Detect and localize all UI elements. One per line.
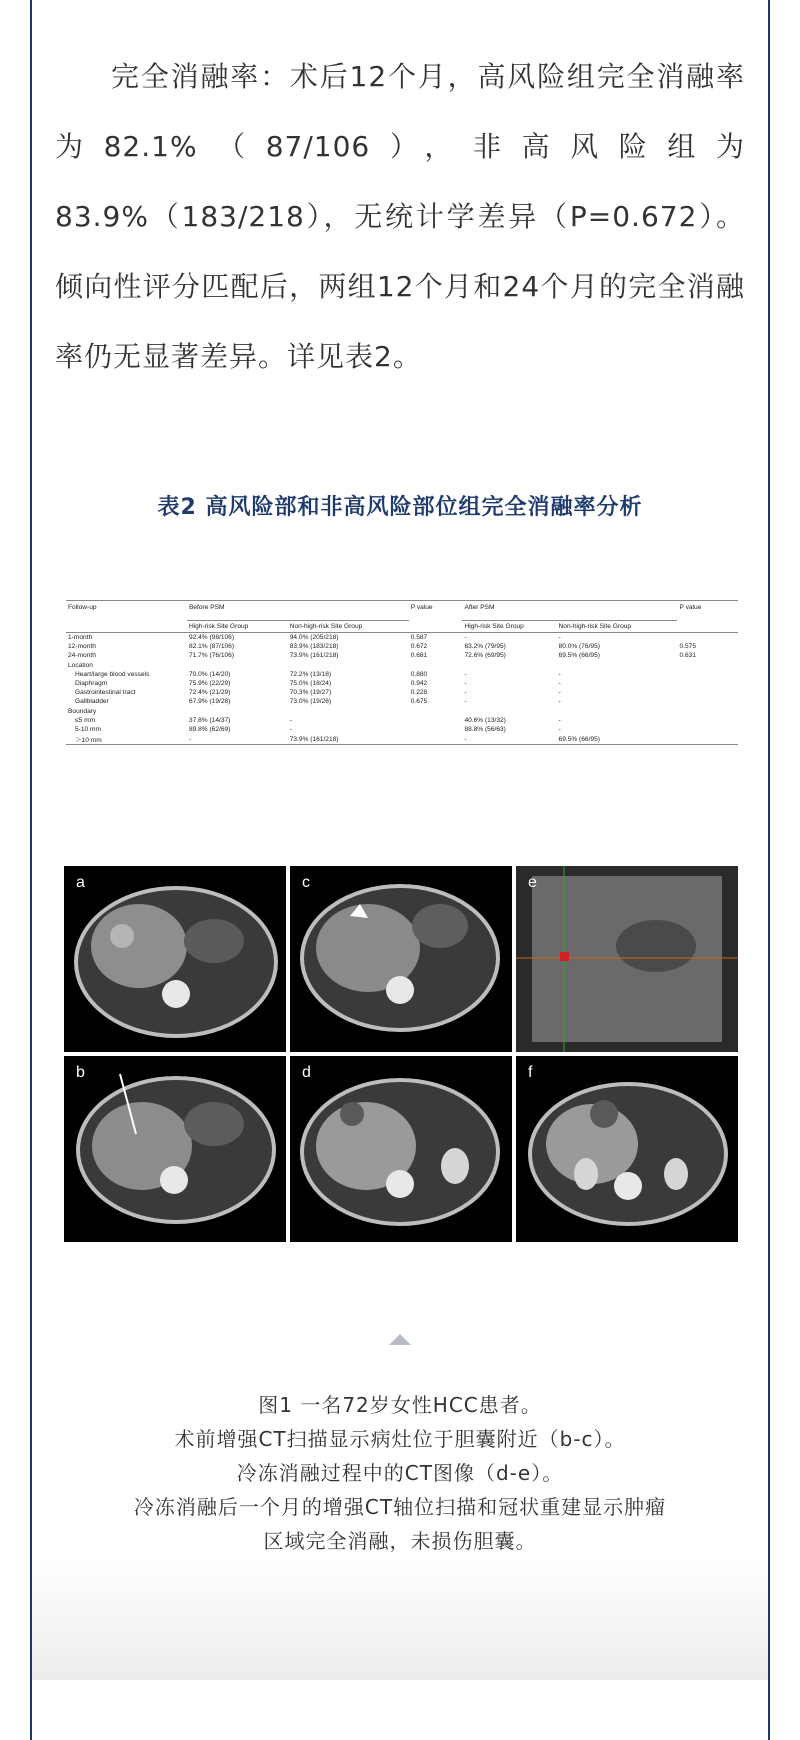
- table-cell: 73.0% (19/26): [289, 698, 332, 706]
- header-followup: Follow-up: [66, 601, 187, 621]
- table-cell: 40.6% (13/32): [464, 716, 506, 724]
- table-cell: -: [187, 734, 288, 745]
- table-cell: -: [558, 716, 561, 724]
- table-cell: 89.8% (62/69): [188, 725, 231, 733]
- table-cell: 67.9% (19/28): [188, 698, 231, 706]
- table-cell: 75.0% (18/24): [289, 680, 332, 688]
- table-cell: 72.2% (13/18): [289, 670, 332, 678]
- ct-scan-icon: [290, 866, 512, 1052]
- row-label: 5-10 mm: [75, 725, 102, 733]
- row-label: Gastrointestinal tract: [75, 689, 136, 697]
- row-label: 1-month: [68, 634, 93, 642]
- table-row: [66, 661, 738, 670]
- table-cell: -: [289, 716, 292, 724]
- row-label: Diaphragm: [75, 680, 108, 688]
- table-cell: [288, 707, 409, 716]
- table-cell: [187, 661, 288, 670]
- row-label: 24-month: [68, 652, 96, 660]
- table-cell: [677, 670, 738, 679]
- subheader-high: High-risk Site Group: [187, 621, 288, 633]
- ct-image-f: [516, 1056, 738, 1242]
- table-cell: 0.942: [410, 680, 428, 688]
- table-cell: [557, 707, 678, 716]
- table-cell: 83.9% (183/218): [289, 643, 339, 651]
- figure-label: c: [302, 874, 310, 891]
- ct-scan-icon: [516, 1056, 738, 1242]
- table-cell: [677, 707, 738, 716]
- header-p-value: P value: [409, 601, 463, 621]
- table-cell: -: [464, 689, 467, 697]
- caption-line: 冷冻消融过程中的CT图像（d-e）。: [236, 1461, 564, 1485]
- table-cell: [677, 661, 738, 670]
- table-cell: -: [558, 698, 561, 706]
- ct-image-c: [290, 866, 512, 1052]
- row-label: Gallbladder: [75, 698, 109, 706]
- table-row: [66, 670, 738, 679]
- row-label: 12-month: [68, 643, 96, 651]
- table-cell: 83.2% (79/95): [464, 643, 506, 651]
- table-row: [66, 633, 738, 643]
- subheader-high-2: High-risk Site Group: [462, 621, 556, 633]
- table-cell: [462, 661, 556, 670]
- figure-label: d: [302, 1064, 311, 1081]
- table-cell: 0.672: [410, 643, 428, 651]
- table-cell: [677, 679, 738, 688]
- table-cell: [409, 734, 463, 745]
- table-cell: 94.0% (205/218): [289, 634, 339, 642]
- table-title: 表2 高风险部和非高风险部位组完全消融率分析: [157, 495, 643, 520]
- table-cell: 69.5% (66/95): [557, 734, 678, 745]
- table-cell: 0.228: [410, 689, 428, 697]
- table-cell: 92.4% (98/106): [188, 634, 235, 642]
- table-cell: [462, 707, 556, 716]
- table-cell: 0.631: [679, 652, 696, 660]
- row-label: Boundary: [68, 707, 97, 715]
- table-cell: -: [558, 689, 561, 697]
- table-cell: 0.675: [410, 698, 428, 706]
- subheader-non-2: Non-high-risk Site Group: [557, 621, 678, 633]
- table-row: [66, 651, 738, 660]
- table-cell: [677, 716, 738, 725]
- table-cell: -: [464, 698, 467, 706]
- table-cell: -: [464, 634, 467, 642]
- caption-line: 术前增强CT扫描显示病灶位于胆囊附近（b-c）。: [174, 1427, 626, 1451]
- table-cell: 70.0% (14/20): [188, 670, 231, 678]
- table-cell: 73.9% (161/218): [289, 652, 339, 660]
- table-cell: [187, 707, 288, 716]
- table-cell: 80.0% (76/95): [558, 643, 600, 651]
- table-cell: [288, 661, 409, 670]
- row-label: ＞10 mm: [66, 734, 187, 745]
- table-cell: [677, 725, 738, 734]
- table-cell: [557, 661, 678, 670]
- table-cell: -: [464, 670, 467, 678]
- table-row: [66, 688, 738, 697]
- subheader-non: Non-high-risk Site Group: [288, 621, 409, 633]
- row-label: ≤5 mm: [75, 716, 96, 724]
- table-cell: -: [289, 725, 292, 733]
- table-cell: [677, 633, 738, 643]
- caption-line: 图1 一名72岁女性HCC患者。: [258, 1393, 542, 1417]
- table-cell: [409, 716, 463, 725]
- header-before-psm: Before PSM: [187, 601, 409, 621]
- table-cell: 0.575: [679, 643, 696, 651]
- table-cell: 70.3% (19/27): [289, 689, 332, 697]
- row-label: Heart/large blood vessels: [75, 670, 150, 678]
- table-row: [66, 707, 738, 716]
- table-row: [66, 697, 738, 706]
- table-cell: 75.9% (22/29): [188, 680, 231, 688]
- table-cell: [409, 661, 463, 670]
- header-after-psm: After PSM: [462, 601, 677, 621]
- table-subheader-row: [66, 621, 738, 633]
- figure-label: b: [76, 1064, 85, 1081]
- caption-line: 区域完全消融，未损伤胆囊。: [263, 1529, 537, 1553]
- row-label: Location: [68, 661, 93, 669]
- table-cell: 0.880: [410, 670, 428, 678]
- table-cell: -: [558, 634, 561, 642]
- caption-line: 冷冻消融后一个月的增强CT轴位扫描和冠状重建显示肿瘤: [133, 1495, 667, 1519]
- table-cell: -: [462, 734, 556, 745]
- table-row: [66, 716, 738, 725]
- results-paragraph: 完全消融率：术后12个月，高风险组完全消融率为82.1%（87/106），非高风险组为83.9%（183/218），无统计学差异（P=0.672）。倾向性评分匹配后，两组12个月和24个月的完全消融率仍无显著差异。详见表2。: [55, 60, 745, 373]
- ct-scan-icon: [64, 1056, 286, 1242]
- ct-figure: [64, 866, 738, 1242]
- table-cell: 0.587: [410, 634, 428, 642]
- table-cell: 88.8% (56/63): [464, 725, 506, 733]
- ct-coronal-icon: [516, 866, 738, 1052]
- table-cell: [409, 725, 463, 734]
- triangle-up-icon: [389, 1334, 411, 1345]
- ct-scan-icon: [64, 866, 286, 1052]
- table-cell: [677, 697, 738, 706]
- figure-label: e: [528, 874, 537, 891]
- table-row: [66, 642, 738, 651]
- figure-label: a: [76, 874, 85, 891]
- table-cell: 69.5% (66/95): [558, 652, 600, 660]
- table-cell: -: [558, 725, 561, 733]
- table-cell: -: [558, 670, 561, 678]
- ct-image-e: [516, 866, 738, 1052]
- bottom-fade: [32, 1560, 768, 1680]
- ct-image-b: [64, 1056, 286, 1242]
- table-cell: 82.1% (87/106): [188, 643, 235, 651]
- table-cell: -: [464, 680, 467, 688]
- table-cell: [409, 707, 463, 716]
- ablation-rate-table: [66, 600, 738, 745]
- ct-image-d: [290, 1056, 512, 1242]
- table-cell: 37.8% (14/37): [188, 716, 231, 724]
- table-cell: -: [558, 680, 561, 688]
- table-cell: [677, 688, 738, 697]
- table-header-row: [66, 601, 738, 621]
- table-cell: 72.4% (21/29): [188, 689, 231, 697]
- table-row: [66, 734, 738, 745]
- figure-label: f: [528, 1064, 533, 1081]
- ct-scan-icon: [290, 1056, 512, 1242]
- table-row: [66, 679, 738, 688]
- header-p-value-2: P value: [677, 601, 738, 621]
- table-cell: 72.6% (69/95): [464, 652, 506, 660]
- table-cell: 0.681: [410, 652, 428, 660]
- table-cell: 71.7% (76/106): [188, 652, 235, 660]
- table-row: [66, 725, 738, 734]
- table-cell: 73.9% (161/218): [288, 734, 409, 745]
- ct-image-a: [64, 866, 286, 1052]
- table-cell: [677, 734, 738, 745]
- data-table: [66, 600, 738, 745]
